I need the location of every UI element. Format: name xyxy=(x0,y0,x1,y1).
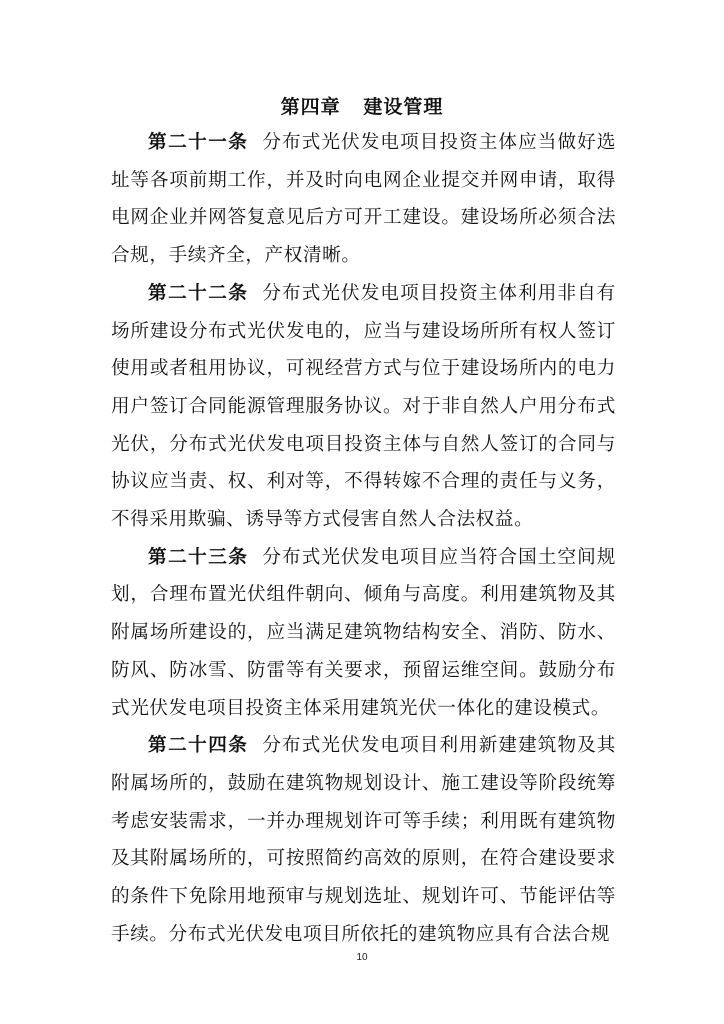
article-text: 分布式光伏发电项目投资主体应当做好选址等各项前期工作，并及时向电网企业提交并网申请，取得电网企业并网答复意见后方可开工建设。建设场所必须合法合规，手续齐全，产权清晰。 xyxy=(111,132,616,267)
article-number: 第二十二条 xyxy=(148,282,249,304)
article-21 xyxy=(111,124,616,275)
article-text: 分布式光伏发电项目利用新建建筑物及其附属场所的，鼓励在建筑物规划设计、施工建设等阶段统筹考虑安装需求，一并办理规划许可等手续；利用既有建筑物及其附属场所的，可按照简约高效的原则，在符合建设要求的条件下免除用地预审与规划选址、规划许可、节能评估等手续。分布式光伏发电项目所依托的建筑物应具有合法合规 xyxy=(111,735,616,945)
document-body xyxy=(111,124,616,953)
chapter-title: 第四章 建设管理 xyxy=(280,96,444,118)
article-23 xyxy=(111,539,616,728)
article-text: 分布式光伏发电项目投资主体利用非自有场所建设分布式光伏发电的，应当与建设场所所有权人签订使用或者租用协议，可视经营方式与位于建设场所内的电力用户签订合同能源管理服务协议。对于非自然人户用分布式光伏，分布式光伏发电项目投资主体与自然人签订的合同与协议应当责、权、利对等，不得转嫁不合理的责任与义务，不得采用欺骗、诱导等方式侵害自然人合法权益。 xyxy=(111,282,616,531)
article-24 xyxy=(111,727,616,953)
article-number: 第二十四条 xyxy=(148,735,249,757)
article-text: 分布式光伏发电项目应当符合国土空间规划，合理布置光伏组件朝向、倾角与高度。利用建筑物及其附属场所建设的，应当满足建筑物结构安全、消防、防水、防风、防冰雪、防雷等有关要求，预留运维空间。鼓励分布式光伏发电项目投资主体采用建筑光伏一体化的建设模式。 xyxy=(111,546,616,719)
page-number: 10 xyxy=(356,952,368,963)
article-number: 第二十三条 xyxy=(148,546,249,568)
article-number: 第二十一条 xyxy=(148,132,249,153)
article-22 xyxy=(111,275,616,539)
